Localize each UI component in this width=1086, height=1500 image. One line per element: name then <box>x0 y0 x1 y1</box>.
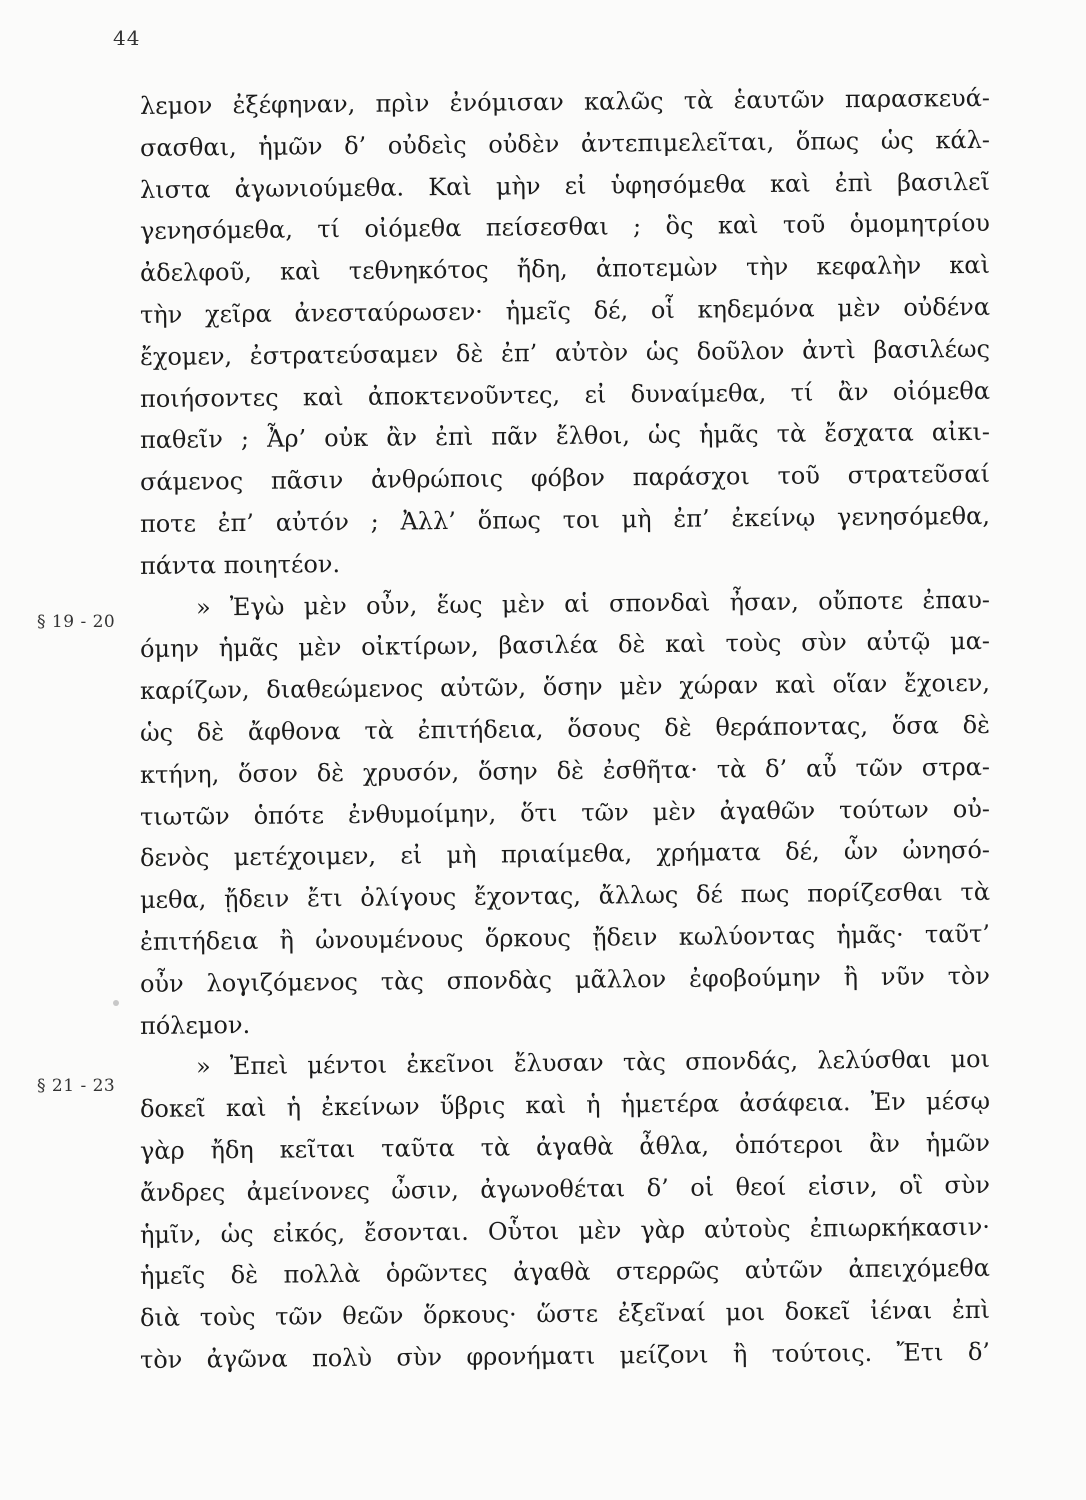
text-line: λιστα ἀγωνιούμεθα. Καὶ μὴν εἰ ὑφησόμεθα καὶ ἐπὶ βασιλεῖ <box>139 167 991 204</box>
ink-smudge <box>113 1000 119 1006</box>
text-line-paragraph-start: » Ἐγὼ μὲν οὖν, ἕως μὲν αἱ σπονδαὶ ἦσαν, οὔποτε ἐπαυ- <box>195 585 991 622</box>
text-line: ὡς δὲ ἄφθονα τὰ ἐπιτήδεια, ὅσους δὲ θεράποντας, ὅσα δὲ <box>139 710 991 747</box>
text-line: ἡμῖν, ὡς εἰκός, ἔσονται. Οὗτοι μὲν γὰρ αὐτοὺς ἐπιωρκήκασιν· <box>139 1212 991 1249</box>
text-line: διὰ τοὺς τῶν θεῶν ὅρκους· ὥστε ἐξεῖναί μοι δοκεῖ ἰέναι ἐπὶ <box>139 1295 991 1333</box>
text-line-paragraph-end: πόλεμον. <box>139 1010 251 1040</box>
text-line-paragraph-start: » Ἐπεὶ μέντοι ἐκεῖνοι ἔλυσαν τὰς σπονδάς, λελύσθαι μοι <box>195 1045 991 1081</box>
text-line: ἡμεῖς δὲ πολλὰ ὁρῶντες ἀγαθὰ στερρῶς αὐτῶν ἀπειχόμεθα <box>139 1254 991 1291</box>
text-line: τὸν ἀγῶνα πολὺ σὺν φρονήματι μείζονι ἢ τούτοις. Ἔτι δ’ <box>139 1337 991 1374</box>
text-line-paragraph-end: πάντα ποιητέον. <box>139 549 341 580</box>
text-line: γενησόμεθα, τί οἰόμεθα πείσεσθαι ; ὃς καὶ τοῦ ὁμομητρίου <box>139 209 991 246</box>
text-line: ἔχομεν, ἐστρατεύσαμεν δὲ ἐπ’ αὐτὸν ὡς δοῦλον ἀντὶ βασιλέως <box>139 334 991 371</box>
text-line: σασθαι, ἡμῶν δ’ οὐδεὶς οὐδὲν ἀντεπιμελεῖται, ὅπως ὡς κάλ- <box>139 125 991 162</box>
margin-ref-section-21-23: § 21 - 23 <box>37 1076 116 1096</box>
text-line: γὰρ ἤδη κεῖται ταῦτα τὰ ἀγαθὰ ἆθλα, ὁπότεροι ἂν ἡμῶν <box>139 1128 991 1165</box>
text-line: ἐπιτήδεια ἢ ὠνουμένους ὅρκους ᾔδειν κωλύοντας ἡμᾶς· ταῦτ’ <box>139 919 991 956</box>
text-line: ποιήσοντες καὶ ἀποκτενοῦντες, εἰ δυναίμεθα, τί ἂν οἰόμεθα <box>139 376 991 413</box>
text-line: λεμον ἐξέφηναν, πρὶν ἐνόμισαν καλῶς τὰ ἑαυτῶν παρασκευά- <box>139 83 991 120</box>
text-line: κτήνη, ὅσον δὲ χρυσόν, ὅσην δὲ ἐσθῆτα· τὰ δ’ αὖ τῶν στρα- <box>139 752 991 789</box>
page-number: 44 <box>113 26 141 50</box>
text-line: όμην ἡμᾶς μὲν οἰκτίρων, βασιλέα δὲ καὶ τοὺς σὺν αὐτῷ μα- <box>139 627 991 664</box>
text-line: οὖν λογιζόμενος τὰς σπονδὰς μᾶλλον ἐφοβούμην ἢ νῦν τὸν <box>139 961 991 998</box>
text-block <box>139 83 991 1382</box>
text-line: δοκεῖ καὶ ἡ ἐκείνων ὕβρις καὶ ἡ ἡμετέρα ἀσάφεια. Ἐν μέσῳ <box>139 1086 991 1124</box>
text-line: σάμενος πᾶσιν ἀνθρώποις φόβον παράσχοι τοῦ στρατεῦσαί <box>139 460 991 497</box>
text-line: μεθα, ᾔδειν ἔτι ὀλίγους ἔχοντας, ἄλλως δέ πως πορίζεσθαι τὰ <box>139 877 991 915</box>
text-line: τὴν χεῖρα ἀνεσταύρωσεν· ἡμεῖς δέ, οἷ κηδεμόνα μὲν οὐδένα <box>139 292 991 329</box>
text-line: δενὸς μετέχοιμεν, εἰ μὴ πριαίμεθα, χρήματα δέ, ὧν ὠνησό- <box>139 836 991 873</box>
text-line: ἀδελφοῦ, καὶ τεθνηκότος ἤδη, ἀποτεμὼν τὴν κεφαλὴν καὶ <box>139 251 991 288</box>
text-line: καρίζων, διαθεώμενος αὐτῶν, ὅσην μὲν χώραν καὶ οἵαν ἔχοιεν, <box>139 668 991 706</box>
text-line: ἄνδρες ἀμείνονες ὦσιν, ἀγωνοθέται δ’ οἱ θεοί εἰσιν, οἳ σὺν <box>139 1170 991 1207</box>
text-line: ποτε ἐπ’ αὐτόν ; Ἀλλ’ ὅπως τοι μὴ ἐπ’ ἐκείνῳ γενησόμεθα, <box>139 501 991 538</box>
text-line: παθεῖν ; Ἆρ’ οὐκ ἂν ἐπὶ πᾶν ἔλθοι, ὡς ἡμᾶς τὰ ἔσχατα αἰκι- <box>139 418 991 455</box>
text-line: τιωτῶν ὁπότε ἐνθυμοίμην, ὅτι τῶν μὲν ἀγαθῶν τούτων οὐ- <box>139 794 991 831</box>
margin-ref-section-19-20: § 19 - 20 <box>37 612 116 632</box>
